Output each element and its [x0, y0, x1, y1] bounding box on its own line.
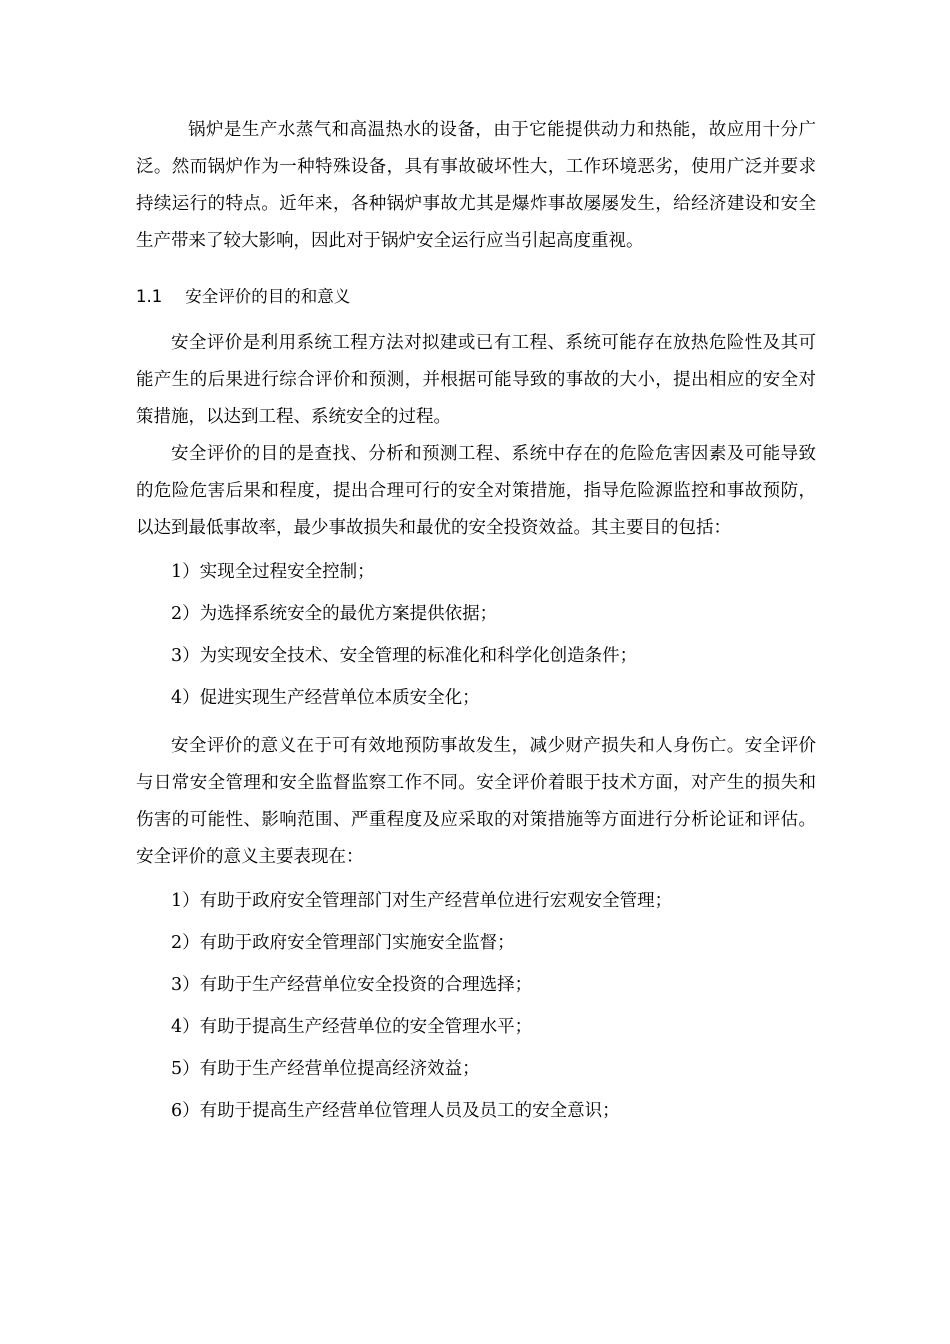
intro-paragraph: 锅炉是生产水蒸气和高温热水的设备，由于它能提供动力和热能，故应用十分广泛。然而锅炉作为一种特殊设备，具有事故破坏性大，工作环境恶劣，使用广泛并要求持续运行的特点。近年来，各种锅炉事故尤其是爆炸事故屡屡发生，给经济建设和安全生产带来了较大影响，因此对于锅炉安全运行应当引起高度重视。 — [136, 120, 816, 251]
document-page — [136, 112, 816, 1141]
list-item: 4）促进实现生产经营单位本质安全化； — [171, 688, 480, 708]
list-item: 3）为实现安全技术、安全管理的标准化和科学化创造条件； — [171, 646, 638, 666]
list-item: 4）有助于提高生产经营单位的安全管理水平； — [171, 1017, 533, 1037]
list-item: 2）为选择系统安全的最优方案提供依据； — [171, 604, 498, 624]
list-item: 2）有助于政府安全管理部门实施安全监督； — [171, 933, 515, 953]
list-item: 3）有助于生产经营单位安全投资的合理选择； — [171, 975, 533, 995]
section-number: 1.1 — [136, 287, 163, 306]
section-heading — [136, 285, 816, 309]
list-item: 1）有助于政府安全管理部门对生产经营单位进行宏观安全管理； — [171, 891, 673, 911]
purpose-list — [136, 560, 816, 710]
significance-list — [136, 889, 816, 1123]
section-title: 安全评价的目的和意义 — [185, 287, 351, 306]
significance-paragraph: 安全评价的意义在于可有效地预防事故发生，减少财产损失和人身伤亡。安全评价与日常安全管理和安全监督监察工作不同。安全评价着眼于技术方面，对产生的损失和伤害的可能性、影响范围、严重程度及应采取的对策措施等方面进行分析论证和评估。安全评价的意义主要表现在： — [136, 736, 816, 867]
definition-paragraph: 安全评价是利用系统工程方法对拟建或已有工程、系统可能存在放热危险性及其可能产生的后果进行综合评价和预测，并根据可能导致的事故的大小，提出相应的安全对策措施，以达到工程、系统安全的过程。 — [136, 333, 816, 427]
list-item: 6）有助于提高生产经营单位管理人员及员工的安全意识； — [171, 1101, 620, 1121]
list-item: 5）有助于生产经营单位提高经济效益； — [171, 1059, 480, 1079]
purpose-paragraph: 安全评价的目的是查找、分析和预测工程、系统中存在的危险危害因素及可能导致的危险危害后果和程度，提出合理可行的安全对策措施，指导危险源监控和事故预防，以达到最低事故率，最少事故损失和最优的安全投资效益。其主要目的包括： — [136, 444, 816, 538]
list-item: 1）实现全过程安全控制； — [171, 562, 375, 582]
